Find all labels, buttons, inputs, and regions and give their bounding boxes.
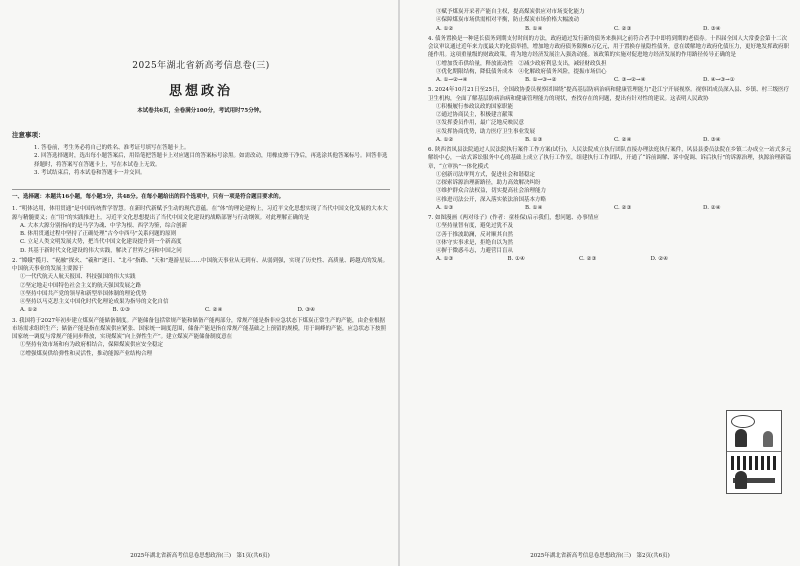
question-stem: 3. 我国将于2027年初步建立煤炭产能储备制度。产能储备包括常规产能和储备产能两部分，常规产能是指非应急状态下煤炭正常生产的产能，由企业根据市场需求组织生产；储备产能是指在煤炭供应紧张、国家统一调度范围，储备产能是指在常规产能基础之上预留的规模，用于调峰的产能，应急状态下按照国家统一调度与常规产能同步释放，实现煤炭“向上弹性生产”。建立煤炭产能储备制度意在 [12,317,387,340]
notice-item: 1. 答卷前，考生务必将自己的姓名、准考证号填写在答题卡上。 [34,145,190,151]
question-3 [12,317,390,358]
choice-b: B. ①③ [525,136,543,143]
statement: ④发挥协商优势，助力医疗卫生事业发展 [436,128,536,135]
child-figure-shape [763,431,773,447]
answer-choices [428,25,792,33]
speech-bubble-shape [731,415,755,428]
choice-b: B. ①→③→② [525,77,557,83]
choice-c: C. ②③ [579,256,597,263]
statement: ①创新司法审判方式，促进社会和谐稳定 [436,171,536,178]
statement: ②通过协商民主，积极建言献策 [436,112,514,118]
exam-meta: 本试卷共6页，全卷满分100分，考试用时75分钟。 [137,108,265,114]
statement: ②坚定地走中国特色社会主义的航天强国发展之路 [20,282,142,289]
notice-title: 注意事项： [12,131,45,140]
choice-c: C. ②③ [614,25,632,32]
choice-a: A. ①③ [436,204,454,211]
question-1 [12,205,390,255]
choice-c: C. ②③ [614,204,632,211]
statement: ①坚持有效市场和有为政府相结合，保障煤炭供应安全稳定 [20,342,164,349]
choice-a: A. ①③ [436,256,454,263]
statement: ④坚持以马克思主义中国化时代化理论成果为指导的文化自信 [20,299,169,305]
notice-list [12,144,390,177]
choice-d: D. ③④ [703,136,721,143]
choice-a: A. ①② [436,25,454,32]
notice-item: 2. 回答选择题时，选出每小题答案后，用铅笔把答题卡上对应题目的答案标号涂黑。如需改动，用橡皮擦干净后，再选涂其他答案标号。回答非选择题时，将答案写在答题卡上，写在本试卷上无效。 [34,153,388,168]
statement: ③发挥委员作用，最广泛地反映民意 [436,120,525,127]
question-stem: 4. 债务置换是一种延长债务到期支付时间的方法，政府通过发行新的债务来换回之前符合者手中即将到期的老债券。十四届全国人大常委会第十二次会议审议通过近年来力度最大的化债举措，增加地方政府债务限额6万亿元，用于置换存量隐性债务，意在缓解地方政府化债压力，更好地发挥政府职能作用。这项重量级的财政政策，将为地方经济发展注入强劲动能。该政策的实施对促进地方经济发展的作用路径传导正确的是 [428,35,790,59]
choice-b: B. ①④ [525,25,543,32]
option: D. 其基于新时代文化建设的伟大实践，解决了世界之问和中国之问 [20,247,182,254]
choice-a: A. ①② [20,307,38,314]
statement: ④摒于微惑斗志，力避营目盲从 [436,248,514,254]
question-2 [12,257,390,315]
choice-b: B. ①③ [112,307,130,314]
background-stripes-shape [731,456,777,470]
question-stem: 6. 陕西省凤县法院通过人民法院执行案件工作方案(试行)，人民法院成立执行团队直接办理法庭执行案件，风县县委员法院在乡镇二办成立一站式多元解纷中心，一站式诉讼服务中心的基础上成立了执行工作室，组建执行工作团队，开通了“诉前调解、诉中促调、诉后执行”的诉源治理，执源治理新篇章，“立审执”一体化模式 [428,147,792,170]
choice-d: D. ②④ [703,204,721,211]
choice-c: C. ②④ [205,307,223,314]
question-3-continued [428,8,792,33]
statement: ①增加货币供给量，释放流动性 ②减少政府利息支出，减轻财政负担 [436,60,607,67]
answer-choices [12,306,390,314]
choice-c: C. ③→②→④ [614,77,646,83]
mother-figure-shape [735,471,747,489]
choice-c: C. ②④ [614,136,632,143]
question-stem: 7. 如图漫画《两对母子》(作者：童桂保)启示我们，想问题、办事情应 [428,215,599,221]
statement: ④保障煤炭市场供需相对平衡，防止煤炭市场价格大幅波动 [436,17,580,24]
choice-b: B. ①④ [507,256,525,263]
choice-a: A. ①→②→④ [436,77,468,83]
exam-title: 2025年湖北省新高考信息卷(三) [132,61,270,71]
section-heading: 一、选择题：本题共16小题，每小题3分，共48分。在每小题给出的四个选项中，只有一项是符合题目要求的。 [12,189,390,201]
choice-d: D. ③④ [703,25,721,32]
choice-a: A. ①② [436,136,454,143]
statement: ③坚持中国共产党的领导和新型举国体制的理论优势 [20,290,147,297]
question-stem: 5. 2024年10月21日至25日，全国政协委员视察团围绕“提高基层防病治病和健康管理能力”赴江宁开展视察。视察团成员深入县、乡镇、村三级医疗卫生机构，全面了解基层防病治病和健康管理能力的现状，查找存在的问题，提出有针对性的建议。这表明人民政协 [428,87,790,102]
cartoon-panel-bottom [727,452,781,493]
choice-d: D. ③④ [297,307,316,314]
statement: ②增强煤炭供给弹性和灵活性，推动能源产业结构合理 [20,350,153,357]
question-6 [428,146,792,212]
question-stem: 2. “嫦娥”揽月、“祝融”探火、“羲和”逐日、“北斗”指路、“天和”遨游星辰……中国航天事业从无到有、从弱到强，实现了历史性、高质量、跨越式的发展。中国航天事业的发展主要源于 [12,257,389,272]
page-footer: 2025年湖北省新高考信息卷思想政治(三) 第2页(共6页) [530,552,670,559]
statement: ②善于推波助澜，反对顺其自然 [436,231,514,238]
answer-choices [428,204,792,212]
answer-choices [428,136,792,144]
question-5 [428,86,792,144]
choice-d: D. ②④ [650,256,669,263]
answer-choices [428,255,722,263]
notice-item: 3. 考试结束后，将本试卷和答题卡一并交回。 [34,169,146,176]
question-7 [428,214,792,264]
answer-choices [428,76,792,84]
statement: ④推进司法公开，深入落实依法治国基本方略 [436,196,547,203]
page-footer: 2025年湖北省新高考信息卷思想政治(三) 第1页(共6页) [130,552,270,559]
question-stem: 1. “明体达用，体用贯通”是中国传统哲学智慧。在新时代新赋予生动的现代意蕴。在“体”的理论建构上，习近平文化思想实现了当代中国文化发展的大本大源与精髓要义；在“用”的实践推进上，习近平文化思想提出了当代中国文化建设的战略部署与行动纲领。对此理解正确的是 [12,206,388,221]
statement: ③赋予煤炭开采者产能自主权，提高煤炭供应对市场变化能力 [436,9,585,15]
choice-d: D. ④→③→① [703,77,735,83]
mother-figure-shape [735,429,747,447]
question-4 [428,35,792,85]
statement: ③维护群众合法权益，切实提高社会治理能力 [436,188,547,195]
statement: ①坚持量智有度，避免过犹不及 [436,223,514,230]
option: C. 立足人类文明发展大势，把当代中国文化建设提升到一个新高度 [20,239,182,246]
option: B. 体用贯通过程中坚持了正确处理“古今中西马”关系问题的原则 [20,231,177,237]
statement: ②探索诉源治理新路径，助力高效解决纠纷 [436,180,541,186]
statement: ③优化期限结构，降低债务成本 ④化解政府债务风险，提振市场信心 [436,68,607,75]
statement: ①一代代航天人航天报国、科技强国的伟大实践 [20,274,136,281]
option: A. 大本大源分别指向的是马学为魂、中学为根、西学为鉴，综合创新 [20,222,187,229]
choice-b: B. ①④ [525,204,543,211]
statement: ①积极履行参政议政的国家职能 [436,103,514,110]
cartoon-panel-top [727,411,781,452]
page-2 [400,0,800,566]
subject-title: 思想政治 [168,83,233,99]
cartoon-illustration [726,410,782,494]
statement: ③体守实事求是，拒绝自以为然 [436,239,514,246]
